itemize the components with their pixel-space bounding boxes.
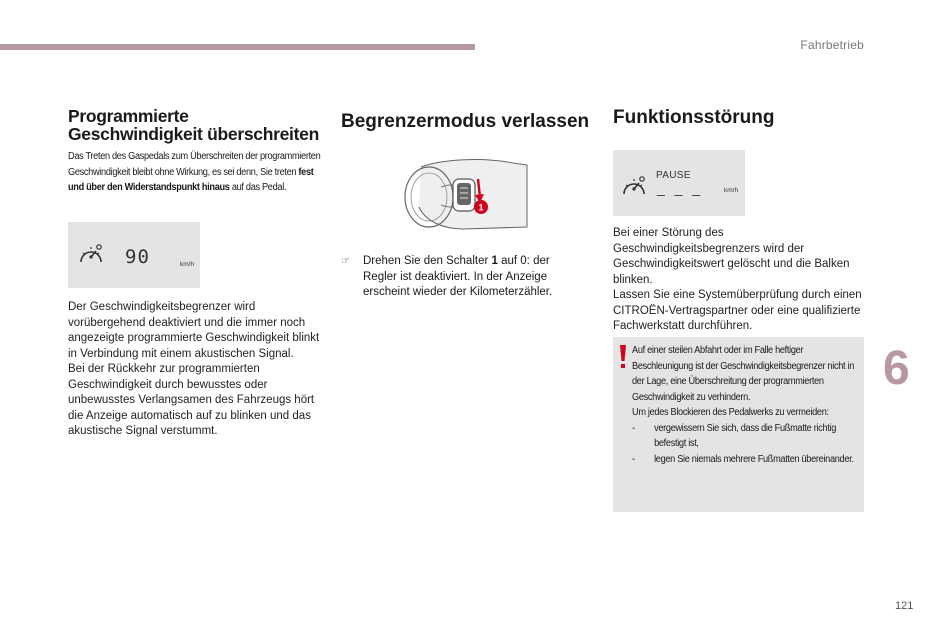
intro-text-bold: fest und über den Widerstandspunkt hinaus — [68, 166, 314, 193]
steering-wheel-lever-icon — [403, 157, 528, 231]
warning-item-2: legen Sie niemals mehrere Fußmatten übereinander. — [654, 453, 854, 465]
speed-limiter-gauge-icon — [621, 175, 647, 199]
header-accent-bar — [0, 44, 475, 50]
heading-exceed-speed: Programmierte Geschwindigkeit überschreiten — [68, 106, 319, 144]
intro-text-start: Das Treten des Gaspedals zum Überschreiten der programmierten Geschwindigkeit bleibt ohne Wirkung, es sei denn, Sie treten — [68, 151, 321, 178]
speed-display-panel — [68, 222, 200, 288]
pause-label: PAUSE — [656, 170, 691, 181]
page-number: 121 — [895, 600, 914, 612]
list-item — [632, 452, 862, 468]
list-dash: - — [632, 453, 635, 465]
instruction-text — [363, 254, 571, 301]
pointing-hand-icon: ☞ — [341, 256, 350, 267]
intro-text-end: auf das Pedal. — [229, 182, 287, 193]
instruction-text-end: auf 0: der Regler ist deaktiviert. In der Anzeige erscheint wieder der Kilometerzähler. — [363, 255, 553, 298]
heading-exit-limiter: Begrenzermodus verlassen — [341, 111, 590, 132]
column-exit-limiter — [341, 107, 591, 133]
speed-limiter-gauge-icon — [78, 243, 104, 267]
limiter-paragraph-2: Bei der Rückkehr zur programmierten Geschwindigkeit durch bewusstes oder unbewusstes Verlangsamen des Fahrzeugs hört die Anzeige automatisch auf zu blinken und das akustische Signal verstummt. — [68, 363, 315, 437]
warning-text-2: Um jedes Blockieren des Pedalwerks zu vermeiden: — [632, 407, 829, 418]
speed-dashes: _ _ _ — [657, 180, 704, 196]
programmed-speed-value: 90 — [125, 246, 150, 268]
heading-malfunction: Funktionsstörung — [613, 107, 775, 128]
warning-box — [613, 337, 864, 512]
warning-text: Auf einer steilen Abfahrt oder im Falle heftiger Beschleunigung ist der Geschwindigkeitsbegrenzer nicht in der Lage, eine Überschreitung der programmierten Geschwindigkeit zu verhindern. — [632, 345, 855, 403]
list-dash: - — [632, 422, 635, 434]
pause-display-panel — [613, 150, 745, 216]
intro-paragraph — [68, 149, 321, 196]
instruction-switch-number: 1 — [491, 255, 498, 267]
speed-unit: km/h — [180, 261, 195, 268]
instruction-text-start: Drehen Sie den Schalter — [363, 255, 492, 267]
callout-1: 1 — [478, 202, 484, 213]
malfunction-paragraph-2: Lassen Sie eine Systemüberprüfung durch einen CITROËN-Vertragspartner oder eine qualifizierte Fachwerkstatt durchführen. — [613, 289, 862, 332]
warning-list — [632, 421, 862, 468]
malfunction-description — [613, 226, 868, 335]
column-exceed-speed — [68, 107, 320, 196]
warning-content — [632, 343, 877, 467]
chapter-number: 6 — [883, 342, 910, 395]
limiter-paragraph-1: Der Geschwindigkeitsbegrenzer wird vorübergehend deaktiviert und die immer noch angezeigte programmierte Geschwindigkeit blinkt in Verbindung mit einem akustischen Signal. — [68, 301, 320, 360]
exclamation-icon — [618, 344, 628, 370]
malfunction-paragraph-1: Bei einer Störung des Geschwindigkeitsbegrenzers wird der Geschwindigkeitswert gelöscht und die Balken blinken. — [613, 227, 850, 286]
section-title: Fahrbetrieb — [800, 38, 864, 52]
column-malfunction — [613, 107, 868, 129]
instruction-item — [341, 254, 571, 301]
warning-item-1: vergewissern Sie sich, dass die Fußmatte richtig befestigt ist, — [654, 422, 836, 449]
limiter-description — [68, 300, 323, 440]
speed-unit: km/h — [724, 187, 739, 194]
list-item — [632, 421, 862, 452]
